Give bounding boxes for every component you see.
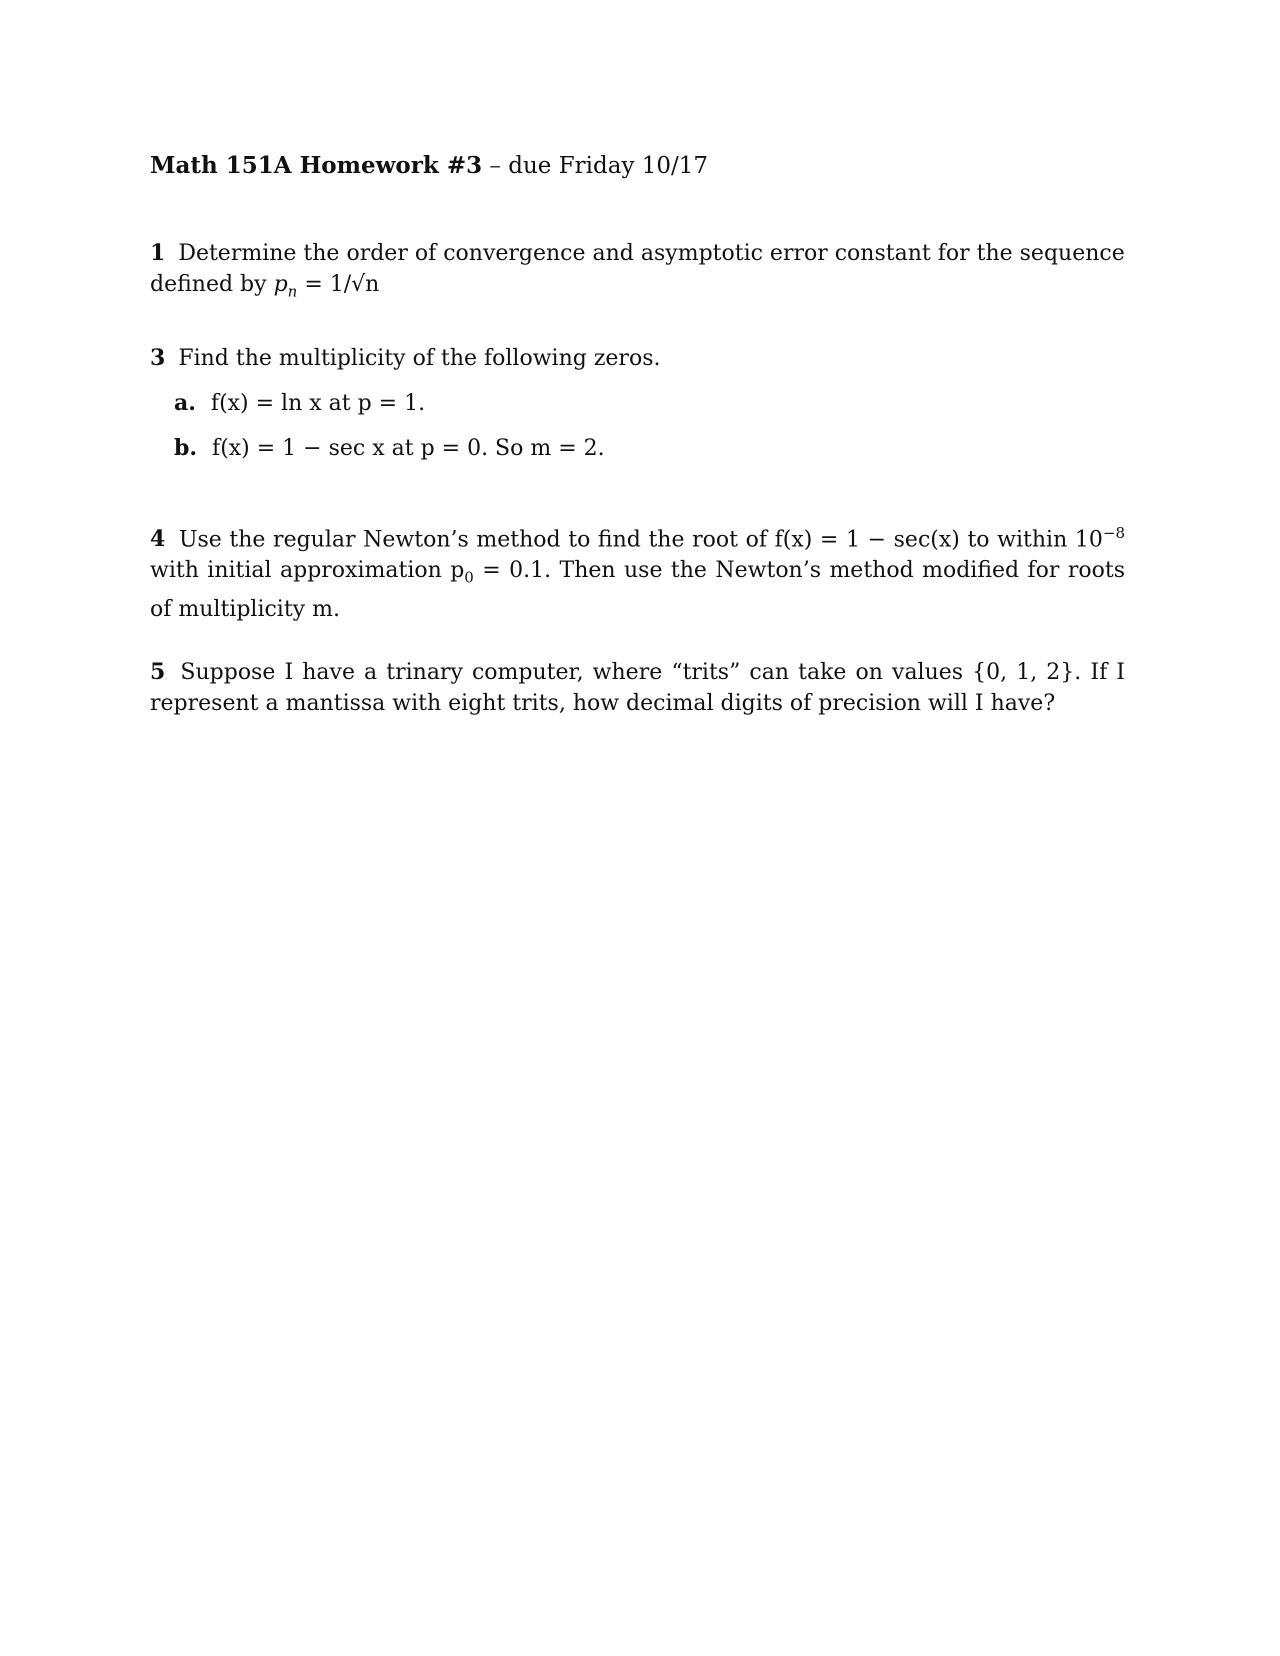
part-text: f(x) = 1 − sec x at p = 0. So m = 2. (212, 436, 605, 461)
problem-4 (150, 518, 1125, 625)
problem-text: Use the regular Newton’s method to find the root of f(x) = 1 − sec(x) to within 10 (178, 527, 1103, 553)
title-dash: – (489, 153, 501, 179)
problem-text: Suppose I have a trinary computer, where “trits” can take on values {0, 1, 2}. If I represent a mantissa with eight trits, how decimal digits of precision will I have? (150, 660, 1125, 716)
part-text: f(x) = ln x at p = 1. (210, 391, 426, 416)
part-label: a. (174, 390, 196, 416)
problem-number: 4 (150, 526, 166, 553)
problem-text: Find the multiplicity of the following zeros. (178, 346, 661, 371)
formula-rest: = 1/√n (304, 272, 380, 297)
formula-subscript: n (287, 282, 298, 301)
problem-text-2: with initial approximation p (150, 558, 465, 584)
problem-1 (150, 238, 1125, 307)
subscript-zero: 0 (464, 568, 474, 587)
title-course: Math 151A Homework #3 (150, 152, 483, 179)
formula-var: p (273, 272, 288, 297)
problem-number: 1 (150, 240, 166, 266)
title-due-date: due Friday 10/17 (508, 153, 709, 179)
problem-number: 3 (150, 345, 166, 371)
part-b (174, 433, 1125, 464)
part-label: b. (174, 435, 198, 461)
exponent: −8 (1102, 524, 1125, 542)
problem-number: 5 (150, 659, 166, 685)
problem-5 (150, 657, 1125, 719)
problem-text-3: = 0.1. Then use the Newton’s method modified for roots of multiplicity m. (150, 558, 1125, 622)
homework-title (150, 150, 708, 182)
problem-3 (150, 343, 1125, 464)
problem-text: Determine the order of convergence and asymptotic error constant for the sequence defined by (150, 241, 1125, 297)
part-a (174, 388, 1125, 419)
